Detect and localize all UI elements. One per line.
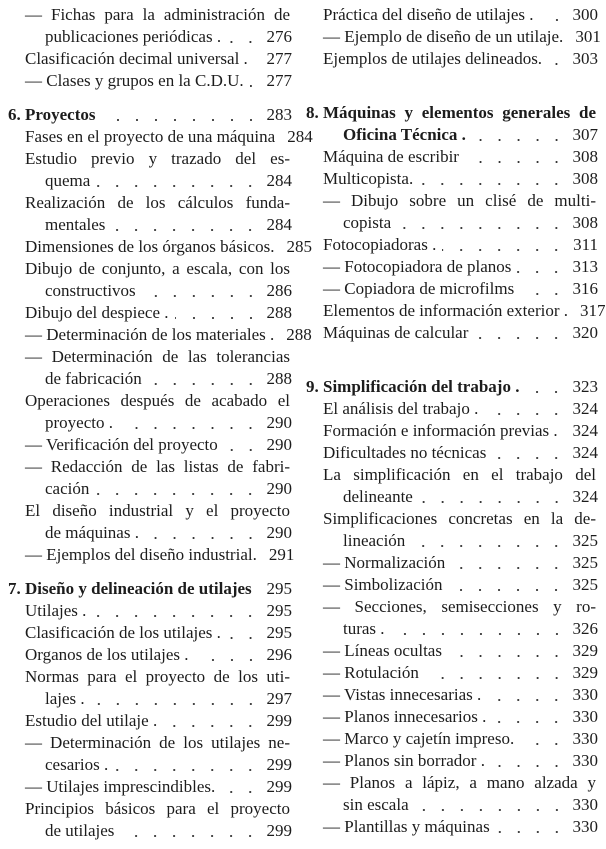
toc-entry	[0, 710, 292, 732]
page-number: 324	[572, 443, 598, 462]
entry-title: — Determinación de los utilajes ne-	[25, 733, 290, 752]
entry-title: — Determinación de las tolerancias	[25, 347, 290, 366]
entry-title: Normas para el proyecto de los uti-	[25, 667, 290, 686]
dot-leader	[391, 632, 566, 636]
dot-leader	[411, 544, 566, 548]
toc-entry	[298, 146, 598, 168]
dot-leader	[442, 248, 566, 252]
page-number: 295	[266, 601, 292, 620]
toc-entry	[0, 390, 292, 434]
page-number: 286	[266, 281, 292, 300]
page-number: 283	[266, 105, 292, 124]
entry-title: — Marco y cajetín impreso.	[323, 729, 515, 748]
dot-leader	[540, 18, 566, 22]
entry-title: — Utilajes imprescindibles.	[25, 777, 216, 796]
page-number: 290	[266, 413, 292, 432]
dot-leader	[148, 382, 260, 386]
toc-entry	[298, 278, 598, 300]
dot-leader	[397, 226, 566, 230]
toc-entry	[298, 640, 598, 662]
page-number: 301	[575, 27, 601, 46]
toc-entry	[298, 256, 598, 278]
dot-leader	[175, 316, 260, 320]
entry-title: — Secciones, semisecciones y ro-	[323, 597, 596, 616]
entry-title: Diseño y delineación de utilajes	[25, 579, 252, 598]
page-number: 297	[266, 689, 292, 708]
dot-leader	[496, 830, 566, 834]
dot-leader	[564, 434, 566, 438]
page-number: 324	[572, 421, 598, 440]
toc-entry	[0, 544, 295, 566]
page-number: 313	[572, 257, 598, 276]
toc-entry	[0, 500, 292, 544]
page-number: 316	[572, 279, 598, 298]
dot-leader	[474, 336, 566, 340]
page-number: 330	[572, 795, 598, 814]
dot-leader	[419, 182, 566, 186]
page-number: 288	[266, 369, 292, 388]
page-number: 299	[266, 821, 292, 840]
page-number: 290	[266, 435, 292, 454]
entry-title: Dibujo de conjunto, a escala, con los	[25, 259, 290, 278]
toc-entry	[298, 728, 598, 750]
entry-title: publicaciones periódicas .	[45, 27, 222, 46]
page-number: 329	[572, 663, 598, 682]
toc-entry	[298, 684, 598, 706]
entry-title: Simplificaciones concretas en la de-	[323, 509, 596, 528]
entry-title: Dimensiones de los órganos básicos.	[25, 237, 275, 256]
page-number: 277	[266, 49, 292, 68]
entry-title: constructivos	[45, 281, 136, 300]
toc-entry	[298, 772, 598, 816]
entry-title: — Ejemplos del diseño industrial.	[25, 545, 257, 564]
toc-entry	[0, 48, 292, 70]
entry-title: delineante	[343, 487, 413, 506]
entry-title: — Rotulación	[323, 663, 419, 682]
entry-title: Máquina de escribir	[323, 147, 459, 166]
page-number: 296	[266, 645, 292, 664]
page-number: 277	[266, 71, 292, 90]
entry-title: — Determinación de los materiales .	[25, 325, 275, 344]
toc-entry	[0, 302, 292, 324]
toc-entry	[298, 662, 598, 684]
toc-entry	[298, 420, 598, 442]
entry-title: — Copiadora de microfilms	[323, 279, 515, 298]
page-number: 295	[266, 623, 292, 642]
toc-chapter-entry	[298, 102, 598, 146]
toc-entry	[0, 192, 292, 236]
page-number: 325	[572, 553, 598, 572]
entry-title: Máquinas de calcular	[323, 323, 469, 342]
toc-entry	[298, 190, 598, 234]
dot-leader	[548, 62, 566, 66]
entry-title: — Redacción de las listas de fabri-	[25, 457, 290, 476]
dot-leader	[250, 84, 260, 88]
toc-chapter-entry	[298, 376, 598, 398]
dot-leader	[258, 592, 260, 596]
page-number: 307	[572, 125, 598, 144]
entry-title: — Vistas innecesarias .	[323, 685, 482, 704]
entry-title: Estudio del utilaje .	[25, 711, 158, 730]
entry-title: — Planos innecesarios .	[323, 707, 487, 726]
entry-title: — Líneas ocultas	[323, 641, 442, 660]
entry-title: copista	[343, 213, 392, 232]
dot-leader	[120, 834, 260, 838]
dot-leader	[487, 698, 566, 702]
entry-title: Práctica del diseño de utilajes .	[323, 5, 534, 24]
toc-entry	[298, 442, 598, 464]
toc-entry	[0, 148, 292, 192]
dot-leader	[448, 654, 566, 658]
dot-leader	[484, 412, 566, 416]
toc-entry	[0, 798, 292, 842]
toc-entry	[298, 234, 598, 256]
entry-title: — Ejemplo de diseño de un utilaje.	[323, 27, 564, 46]
toc-entry	[298, 816, 598, 838]
entry-title: Multicopista.	[323, 169, 414, 188]
page-number: 295	[266, 579, 292, 598]
toc-entry	[0, 258, 292, 302]
toc-entry	[0, 324, 312, 346]
dot-leader	[465, 160, 566, 164]
toc-entry	[0, 4, 292, 48]
entry-title: — Clases y grupos en la C.D.U.	[25, 71, 244, 90]
toc-entry	[0, 434, 292, 456]
entry-title: de máquinas .	[45, 523, 139, 542]
entry-title: La simplificación en el trabajo del	[323, 465, 596, 484]
page-number: 308	[572, 213, 598, 232]
entry-title: de fabricación	[45, 369, 142, 388]
entry-title: proyecto .	[45, 413, 113, 432]
toc-entry	[298, 596, 598, 640]
dot-leader	[102, 118, 261, 122]
entry-title: Formación e información previas .	[323, 421, 558, 440]
toc-entry	[298, 508, 598, 552]
entry-title: Clasificación decimal universal .	[25, 49, 248, 68]
dot-leader	[525, 390, 566, 394]
dot-leader	[491, 764, 566, 768]
entry-title: Simplificación del trabajo .	[323, 377, 520, 396]
dot-leader	[425, 676, 566, 680]
dot-leader	[520, 292, 566, 296]
entry-title: — Planos a lápiz, a mano alzada y	[323, 773, 596, 792]
dot-leader	[111, 228, 260, 232]
toc-entry	[298, 398, 598, 420]
toc-entry	[298, 4, 598, 26]
entry-title: Máquinas y elementos generales de	[323, 103, 596, 122]
page-number: 299	[266, 777, 292, 796]
toc-entry	[298, 26, 601, 48]
toc-entry	[0, 236, 312, 258]
entry-title: — Fichas para la administración de	[25, 5, 290, 24]
toc-entry	[298, 574, 598, 596]
entry-title: Ejemplos de utilajes delineados.	[323, 49, 543, 68]
page-number: 324	[572, 399, 598, 418]
chapter-number: 6.	[8, 105, 21, 124]
page-number: 326	[572, 619, 598, 638]
entry-title: Elementos de información exterior .	[323, 301, 568, 320]
entry-title: Fotocopiadoras .	[323, 235, 437, 254]
dot-leader	[492, 720, 566, 724]
page-number: 317	[580, 301, 606, 320]
page-number: 329	[572, 641, 598, 660]
dot-leader	[472, 138, 566, 142]
entry-title: cesarios .	[45, 755, 109, 774]
toc-entry	[298, 48, 598, 70]
page-number: 320	[572, 323, 598, 342]
page-number: 284	[266, 171, 292, 190]
page-number: 300	[572, 5, 598, 24]
entry-title: Dificultades no técnicas	[323, 443, 487, 462]
page-number: 284	[287, 127, 313, 146]
dot-leader	[520, 742, 566, 746]
entry-title: lineación	[343, 531, 406, 550]
dot-leader	[517, 270, 566, 274]
dot-leader	[227, 40, 260, 44]
page-number: 323	[572, 377, 598, 396]
toc-entry	[0, 600, 292, 622]
page-number: 303	[572, 49, 598, 68]
dot-leader	[451, 566, 566, 570]
entry-title: turas .	[343, 619, 385, 638]
toc-entry	[298, 552, 598, 574]
toc-column-left	[0, 4, 313, 842]
entry-title: Organos de los utilajes .	[25, 645, 189, 664]
dot-leader	[254, 62, 260, 66]
dot-leader	[221, 790, 260, 794]
entry-title: El diseño industrial y el proyecto	[25, 501, 290, 520]
entry-title: — Planos sin borrador .	[323, 751, 485, 770]
entry-title: — Verificación del proyecto	[25, 435, 218, 454]
toc-chapter-entry	[0, 104, 292, 126]
dot-leader	[195, 658, 260, 662]
page-number: 325	[572, 575, 598, 594]
toc-entry	[0, 732, 292, 776]
page-number: 330	[572, 817, 598, 836]
page-number: 330	[572, 729, 598, 748]
page-number: 311	[573, 235, 598, 254]
entry-title: sin escala	[343, 795, 409, 814]
entry-title: Proyectos	[25, 105, 96, 124]
dot-leader	[163, 724, 260, 728]
entry-title: — Normalización	[323, 553, 446, 572]
toc-entry	[0, 126, 313, 148]
dot-leader	[227, 636, 260, 640]
page-number: 299	[266, 755, 292, 774]
toc-entry	[0, 456, 292, 500]
dot-leader	[419, 500, 566, 504]
page-number: 324	[572, 487, 598, 506]
dot-leader	[119, 426, 260, 430]
page-number: 285	[286, 237, 312, 256]
toc-entry	[298, 464, 598, 508]
entry-title: Estudio previo y trazado del es-	[25, 149, 290, 168]
dot-leader	[448, 588, 566, 592]
chapter-number: 8.	[306, 103, 319, 122]
toc-entry	[0, 776, 292, 798]
page-number: 284	[266, 215, 292, 234]
dot-leader	[95, 492, 260, 496]
page-number: 288	[286, 325, 312, 344]
entry-title: Operaciones después de acabado el	[25, 391, 290, 410]
page-number: 330	[572, 751, 598, 770]
entry-title: Dibujo del despiece .	[25, 303, 169, 322]
entry-title: quema	[45, 171, 91, 190]
entry-title: — Fotocopiadora de planos	[323, 257, 512, 276]
dot-leader	[96, 184, 260, 188]
entry-title: Realización de los cálculos funda-	[25, 193, 290, 212]
toc-entry	[0, 70, 292, 92]
page-number: 290	[266, 523, 292, 542]
page-number: 288	[266, 303, 292, 322]
toc-entry	[298, 706, 598, 728]
entry-title: lajes .	[45, 689, 85, 708]
entry-title: — Simbolización	[323, 575, 443, 594]
entry-title: Clasificación de los utilajes .	[25, 623, 221, 642]
entry-title: Utilajes .	[25, 601, 87, 620]
dot-leader	[415, 808, 566, 812]
page-number: 291	[268, 545, 295, 564]
page-number: 299	[266, 711, 292, 730]
page-number: 325	[572, 531, 598, 550]
page-number: 308	[572, 169, 598, 188]
toc-column-right	[298, 4, 606, 838]
entry-title: cación	[45, 479, 90, 498]
toc-entry	[298, 750, 598, 772]
toc-chapter-entry	[0, 578, 292, 600]
page-number: 276	[266, 27, 292, 46]
page-number: 308	[572, 147, 598, 166]
dot-leader	[114, 768, 260, 772]
toc-entry	[0, 666, 292, 710]
toc-entry	[0, 622, 292, 644]
toc-entry	[0, 346, 292, 390]
chapter-number: 7.	[8, 579, 21, 598]
entry-title: — Dibujo sobre un clisé de multi-	[323, 191, 596, 210]
entry-title: de utilajes	[45, 821, 115, 840]
toc-entry	[0, 644, 292, 666]
dot-leader	[92, 614, 260, 618]
entry-title: El análisis del trabajo .	[323, 399, 479, 418]
entry-title: — Plantillas y máquinas	[323, 817, 490, 836]
toc-entry	[298, 322, 598, 344]
dot-leader	[224, 448, 260, 452]
entry-title: Oficina Técnica .	[343, 125, 466, 144]
chapter-number: 9.	[306, 377, 319, 396]
dot-leader	[145, 536, 260, 540]
dot-leader	[142, 294, 260, 298]
dot-leader	[91, 702, 260, 706]
toc-entry	[298, 168, 598, 190]
entry-title: mentales	[45, 215, 106, 234]
dot-leader	[492, 456, 566, 460]
page-number: 330	[572, 707, 598, 726]
entry-title: Fases en el proyecto de una máquina	[25, 127, 276, 146]
toc-entry	[298, 300, 606, 322]
page-number: 330	[572, 685, 598, 704]
page-number: 290	[266, 479, 292, 498]
entry-title: Principios básicos para el proyecto	[25, 799, 290, 818]
